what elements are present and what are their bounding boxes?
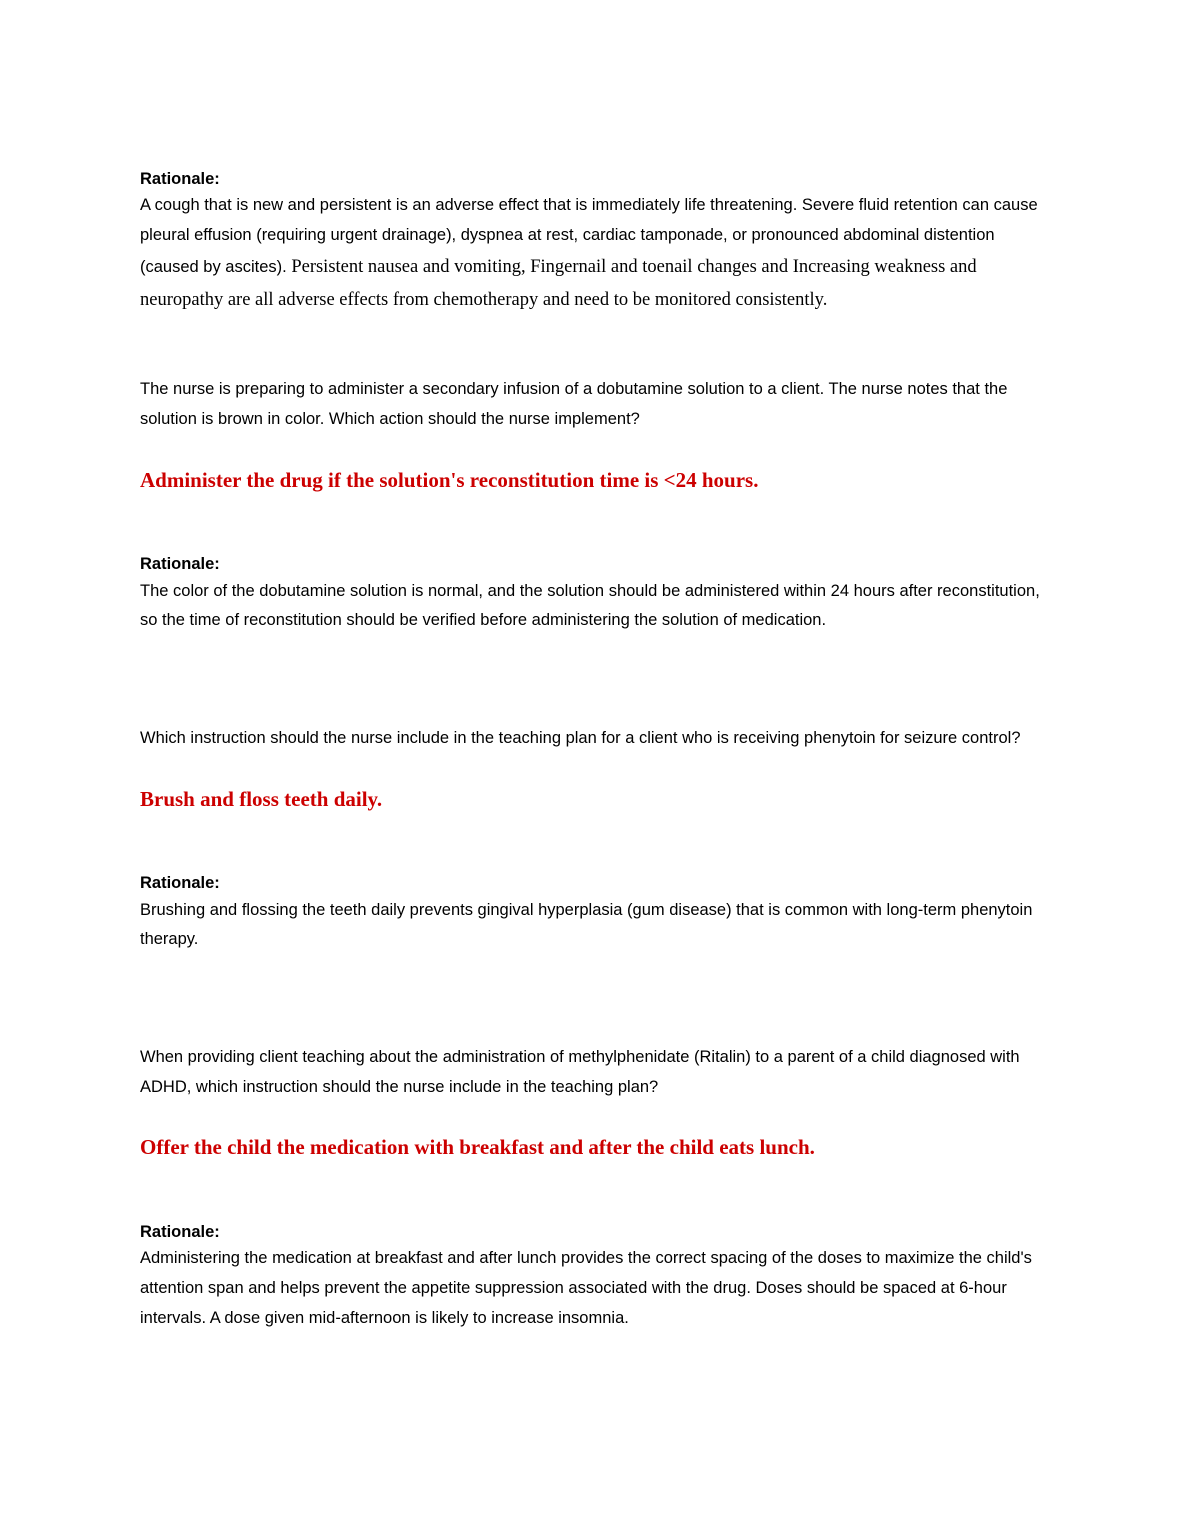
section-4 [140, 1043, 1052, 1333]
rationale-text-4: Administering the medication at breakfast and after lunch provides the correct spacing of the doses to maximize the child's attention span and helps prevent the appetite suppression associated with the drug. Doses should be spaced at 6-hour intervals. A dose given mid-afternoon is likely to increase insomnia. [140, 1249, 1032, 1327]
spacer [140, 1163, 1052, 1221]
rationale-text-3: Brushing and flossing the teeth daily prevents gingival hyperplasia (gum disease) that is common with long-term phenytoin therapy. [140, 900, 1033, 949]
spacer [140, 1102, 1052, 1132]
spacer [140, 754, 1052, 784]
rationale-text-1 [140, 191, 1052, 317]
section-1 [140, 168, 1052, 317]
rationale-label-3: Rationale: [140, 874, 220, 893]
section-2 [140, 375, 1052, 636]
spacer [140, 435, 1052, 465]
rationale-label-1: Rationale: [140, 170, 220, 188]
rationale-text-1-lead: A cough that is new and persistent is an adverse effect that is immediately life threatening. Severe fluid retention can cause pleural effusion (requiring urgent drainage), dyspnea at rest, cardiac tamponade, or pronounced abdominal distention (caused by ascites). [140, 196, 1038, 276]
spacer [140, 317, 1050, 375]
question-text-3: Which instruction should the nurse include in the teaching plan for a client who is receiving phenytoin for seizure control? [140, 729, 1021, 747]
answer-text-2: Administer the drug if the solution's reconstitution time is <24 hours. [140, 467, 759, 492]
section-3 [140, 724, 1052, 955]
spacer [140, 694, 1050, 724]
spacer [140, 955, 1050, 1013]
answer-text-3: Brush and floss teeth daily. [140, 786, 383, 811]
rationale-label-4: Rationale: [140, 1222, 220, 1241]
spacer [140, 814, 1052, 872]
spacer [140, 495, 1052, 553]
rationale-text-1-tail: Persistent nausea and vomiting, Fingernail and toenail changes and Increasing weakness and neuropathy are all adverse effects from chemotherapy and need to be monitored consistently. [140, 256, 977, 311]
answer-text-4: Offer the child the medication with breakfast and after the child eats lunch. [140, 1135, 815, 1160]
rationale-label-2: Rationale: [140, 555, 220, 574]
spacer [140, 1013, 1050, 1043]
question-text-2: The nurse is preparing to administer a secondary infusion of a dobutamine solution to a client. The nurse notes that the solution is brown in color. Which action should the nurse implement? [140, 380, 1008, 429]
rationale-text-2: The color of the dobutamine solution is normal, and the solution should be administered within 24 hours after reconstitution, so the time of reconstitution should be verified before administering the solution of medication. [140, 581, 1040, 630]
spacer [140, 636, 1050, 694]
question-text-4: When providing client teaching about the administration of methylphenidate (Ritalin) to a parent of a child diagnosed with ADHD, which instruction should the nurse include in the teaching plan? [140, 1047, 1020, 1096]
